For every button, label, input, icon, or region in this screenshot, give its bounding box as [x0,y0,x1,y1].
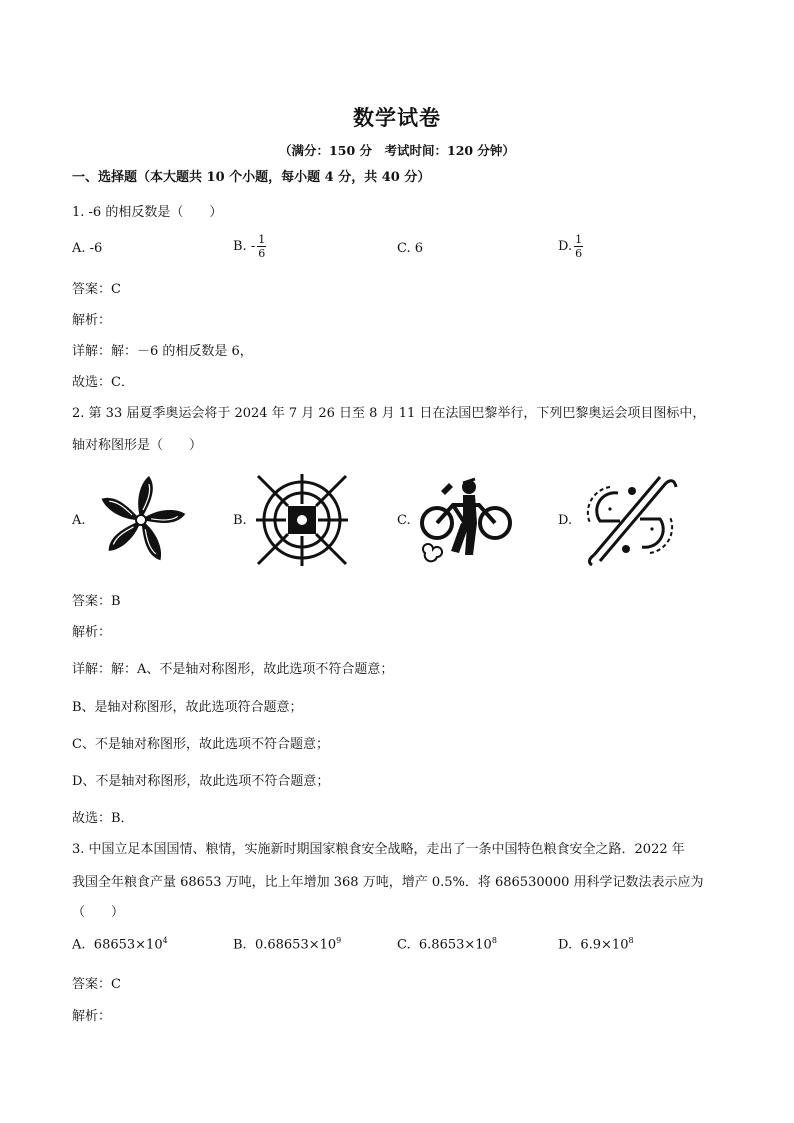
q1-analysis: 解析： [72,313,112,328]
q2-option-c: C. [397,470,513,570]
q1-answer: 答案：C [72,282,121,297]
q2-stem-line2: 轴对称图形是（ ） [72,438,203,453]
q2-option-a: A. [72,470,188,570]
q2-detail-c: C、不是轴对称图形，故此选项不符合题意； [72,737,329,752]
section-heading: 一、选择题（本大题共 10 个小题，每小题 4 分，共 40 分） [72,170,431,185]
fraction: $\frac{1}{6}$ [258,233,266,260]
q3-option-d: D. $6.9\times 10^8$ [558,936,634,953]
q1-option-a: A. -6 [72,241,103,256]
exam-info: （满分：150 分 考试时间：120 分钟） [279,143,515,158]
q3-analysis: 解析： [72,1009,112,1024]
hockey-icon [580,473,680,567]
q3-stem-line1: 3. 中国立足本国国情、粮情，实施新时期国家粮食安全战略，走出了一条中国特色粮食安全之路．2022 年 [72,842,685,857]
q1-detail: 详解：解：－6 的相反数是 6， [72,344,253,359]
cyclist-icon [419,473,513,567]
q1-choose: 故选：C． [72,375,134,390]
q1-option-d: D. $\frac{1}{6}$ [558,233,583,260]
q2-detail-b: B、是轴对称图形，故此选项符合题意； [72,700,303,715]
target-icon [255,473,349,567]
q3-answer: 答案：C [72,977,121,992]
q3-stem-line3: （ ） [72,905,125,920]
q2-detail-d: D、不是轴对称图形，故此选项不符合题意； [72,774,330,789]
q1-option-c: C. 6 [397,241,424,256]
q1-stem: 1. -6 的相反数是（ ） [72,205,223,220]
q2-stem-line1: 2. 第 33 届夏季奥运会将于 2024 年 7 月 26 日至 8 月 11 日在法国巴黎举行，下列巴黎奥运会项目图标中， [72,406,706,421]
q2-analysis: 解析： [72,625,112,640]
fraction: $\frac{1}{6}$ [575,233,583,260]
q3-stem-line2: 我国全年粮食产量 68653 万吨，比上年增加 368 万吨，增产 0.5%．将 686530000 用科学记数法表示应为 [72,875,704,890]
q2-option-b: B. [233,470,349,570]
q2-answer: 答案：B [72,594,121,609]
page-title: 数学试卷 [353,105,441,130]
q2-detail-a: 详解：解：A、不是轴对称图形，故此选项不符合题意； [72,662,394,677]
q2-choose: 故选：B． [72,811,134,826]
q1-option-b: B. - $\frac{1}{6}$ [233,233,266,260]
q3-option-b: B. $0.68653\times 10^9$ [233,936,342,953]
q3-option-c: C. $6.8653\times 10^8$ [397,936,497,953]
q3-option-a: A. $68653\times 10^4$ [72,936,168,953]
pinwheel-icon [94,473,188,567]
q2-option-d: D. [558,470,680,570]
